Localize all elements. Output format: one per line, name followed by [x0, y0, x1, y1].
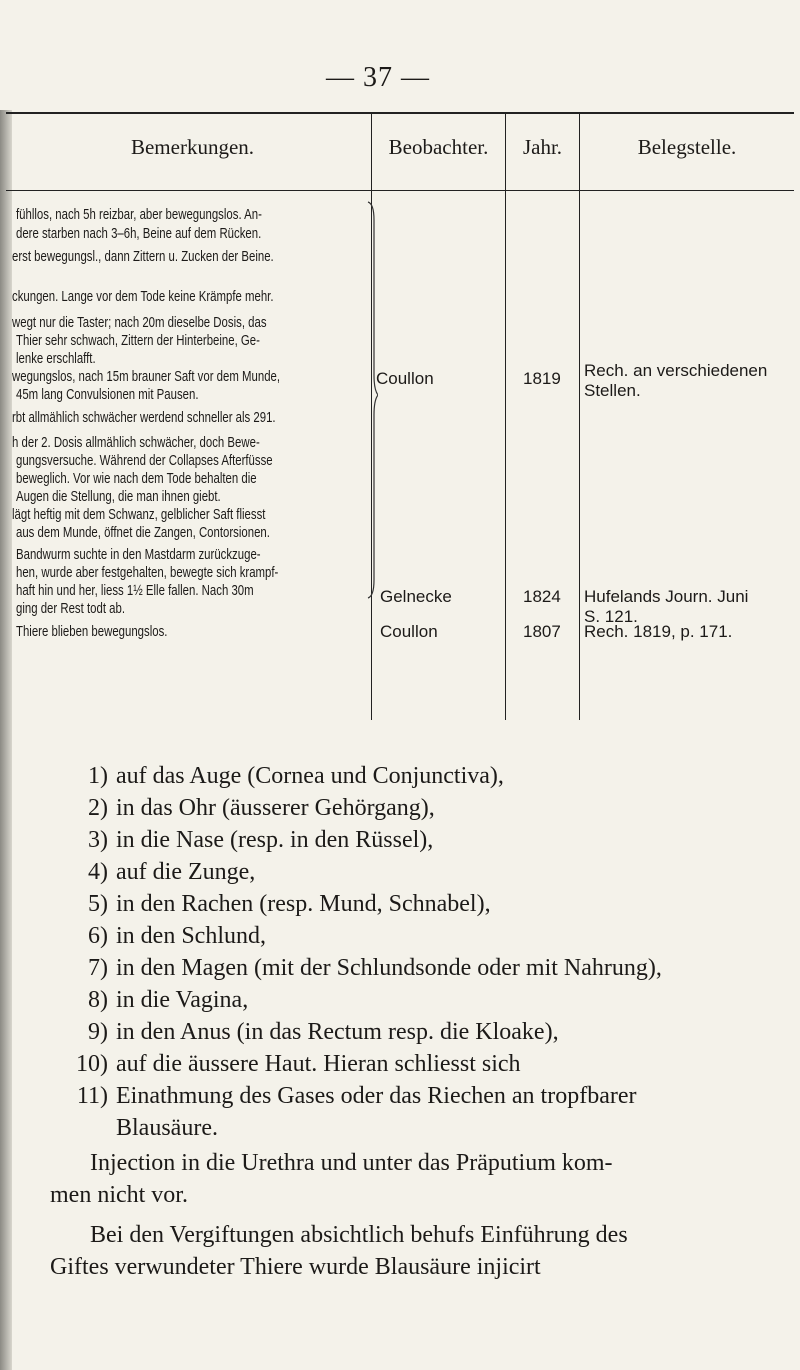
header-source: Belegstelle.: [637, 135, 737, 159]
list-item: 11) Einathmung des Gases oder das Riechen an tropfbarer: [76, 1083, 637, 1109]
remark-line: rbt allmählich schwächer werdend schneller als 291.: [12, 409, 276, 426]
remark-line: lägt heftig mit dem Schwanz, gelblicher Saft fliesst: [12, 506, 266, 523]
remark-line: ging der Rest todt ab.: [16, 600, 126, 617]
list-item: 8) in die Vagina,: [88, 987, 249, 1013]
group-brace: [366, 200, 378, 600]
list-item: 3) in die Nase (resp. in den Rüssel),: [88, 827, 434, 853]
source-line: Rech. an verschiedenen: [584, 361, 768, 380]
table-header-rule: [6, 190, 794, 191]
source-line: Rech. 1819, p. 171.: [584, 622, 733, 641]
remark-line: Augen die Stellung, die man ihnen giebt.: [16, 488, 221, 505]
remark-line: Thiere blieben bewegungslos.: [16, 623, 168, 640]
remark-line: Thier sehr schwach, Zittern der Hinterbeine, Ge-: [16, 332, 260, 349]
remark-line: h der 2. Dosis allmählich schwächer, doch Bewe-: [12, 434, 260, 451]
remark-line: dere starben nach 3–6h, Beine auf dem Rücken.: [16, 225, 262, 242]
remark-line: fühllos, nach 5h reizbar, aber bewegungslos. An-: [16, 206, 262, 223]
table-top-rule: [6, 112, 794, 114]
column-divider-2: [505, 112, 506, 720]
remark-line: aus dem Munde, öffnet die Zangen, Contorsionen.: [16, 524, 270, 541]
list-item-continuation: Blausäure.: [116, 1115, 218, 1141]
source-line: S. 121.: [584, 607, 638, 626]
list-item: 5) in den Rachen (resp. Mund, Schnabel),: [88, 891, 491, 917]
list-item: 1) auf das Auge (Cornea und Conjunctiva),: [88, 763, 504, 789]
remark-line: 45m lang Convulsionen mit Pausen.: [16, 386, 199, 403]
year-cell: 1824: [523, 587, 561, 606]
column-divider-3: [579, 112, 580, 720]
list-item: 4) auf die Zunge,: [88, 859, 256, 885]
remark-line: ckungen. Lange vor dem Tode keine Krämpfe mehr.: [12, 288, 274, 305]
remark-line: gungsversuche. Während der Collapses Afterfüsse: [16, 452, 273, 469]
remark-line: wegungslos, nach 15m brauner Saft vor dem Munde,: [12, 368, 281, 385]
remark-line: beweglich. Vor wie nach dem Tode behalten die: [16, 470, 257, 487]
list-item: 6) in den Schlund,: [88, 923, 266, 949]
source-line: Hufelands Journ. Juni: [584, 587, 749, 606]
list-item: 10) auf die äussere Haut. Hieran schliesst sich: [76, 1051, 521, 1077]
header-observer: Beobachter.: [388, 135, 489, 159]
remark-line: lenke erschlafft.: [16, 350, 96, 367]
administration-routes-list: [70, 760, 770, 1144]
source-cell: [584, 361, 767, 401]
page-number: — 37 —: [326, 62, 430, 93]
page-edge-shadow: [0, 110, 12, 1370]
source-cell: [584, 587, 748, 627]
paragraph-poisoning-line1: Bei den Vergiftungen absichtlich behufs Einführung des: [90, 1222, 628, 1248]
remark-line: Bandwurm suchte in den Mastdarm zurückzuge-: [16, 546, 261, 563]
paragraph-poisoning-line2: Giftes verwundeter Thiere wurde Blausäure injicirt: [50, 1254, 541, 1280]
header-remarks: Bemerkungen.: [130, 135, 255, 159]
remark-line: hen, wurde aber festgehalten, bewegte sich krampf-: [16, 564, 279, 581]
header-year: Jahr.: [522, 135, 563, 159]
observer-cell: Coullon: [376, 369, 434, 388]
remark-line: haft hin und her, liess 1½ Elle fallen. Nach 30m: [16, 582, 254, 599]
remark-line: wegt nur die Taster; nach 20m dieselbe Dosis, das: [12, 314, 267, 331]
list-item: 7) in den Magen (mit der Schlundsonde oder mit Nahrung),: [88, 955, 662, 981]
remark-line: erst bewegungsl., dann Zittern u. Zucken der Beine.: [12, 248, 274, 265]
list-item: 9) in den Anus (in das Rectum resp. die Kloake),: [88, 1019, 559, 1045]
source-cell: [584, 622, 732, 642]
source-line: Stellen.: [584, 381, 641, 400]
paragraph-injection-line1: Injection in die Urethra und unter das Präputium kom-: [90, 1150, 613, 1176]
list-item: 2) in das Ohr (äusserer Gehörgang),: [88, 795, 435, 821]
year-cell: 1807: [523, 622, 561, 641]
observer-cell: Gelnecke: [380, 587, 452, 606]
observer-cell: Coullon: [380, 622, 438, 641]
paragraph-injection-line2: men nicht vor.: [50, 1182, 188, 1208]
year-cell: 1819: [523, 369, 561, 388]
